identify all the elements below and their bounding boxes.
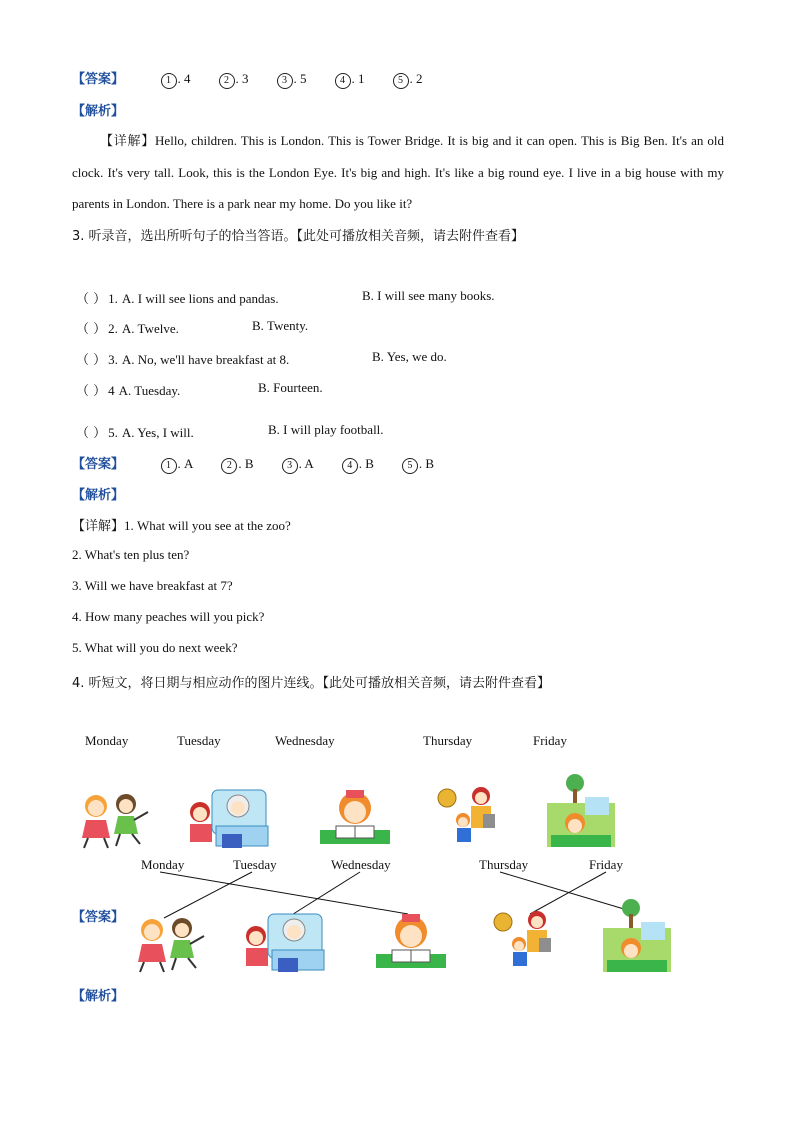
q4-title: 4. 听短文，将日期与相应动作的图片连线。【此处可播放相关音频，请去附件查看】: [72, 676, 551, 691]
analysis-tag: 【解析】: [72, 989, 125, 1004]
circled-number: 2: [221, 458, 237, 474]
answer-blank[interactable]: （ ）: [76, 426, 107, 441]
q4-day-thursday: Thursday: [423, 733, 473, 748]
q3-detail-line-4: 4. How many peaches will you pick?: [72, 609, 265, 624]
answer-tag: 【答案】: [72, 910, 125, 925]
q4-day-tuesday: Tuesday: [177, 733, 221, 748]
detail-tag: 【详解】: [72, 519, 125, 534]
item-number: 3.: [108, 352, 118, 367]
option-b: B. Twenty.: [252, 318, 309, 333]
circled-number: 4: [335, 73, 351, 89]
circled-number: 2: [219, 73, 235, 89]
detail-tag: 【详解】: [100, 134, 156, 149]
q3-detail-line-1: 【详解】1. What will you see at the zoo?: [72, 518, 291, 534]
item-number: 2.: [108, 321, 118, 336]
option-a: A. Yes, I will.: [121, 425, 194, 440]
answer-grandma-bed-picture: [238, 906, 328, 978]
option-b: B. Yes, we do.: [372, 349, 447, 364]
answer-blank[interactable]: （ ）: [76, 353, 107, 368]
answer-value: . A: [298, 456, 314, 471]
item-number: 5.: [108, 425, 118, 440]
q4-day-monday: Monday: [85, 733, 129, 748]
answer-value: . 3: [235, 71, 249, 86]
answer-kids-playing-picture: [130, 912, 208, 974]
analysis-tag: 【解析】: [72, 104, 125, 119]
circled-number: 3: [277, 73, 293, 89]
option-a: A. No, we'll have breakfast at 8.: [121, 352, 290, 367]
answer-park-scene-picture: [601, 898, 673, 974]
analysis-tag: 【解析】: [72, 488, 125, 503]
circled-number: 1: [161, 458, 177, 474]
answer-value: . B: [358, 456, 374, 471]
option-a: A. I will see lions and pandas.: [121, 291, 279, 306]
answer-value: . B: [418, 456, 435, 471]
circled-number: 4: [342, 458, 358, 474]
option-b: B. I will see many books.: [362, 288, 495, 303]
answer-blank[interactable]: （ ）: [76, 292, 107, 307]
circled-number: 3: [282, 458, 298, 474]
q4-day-wednesday: Wednesday: [275, 733, 335, 748]
q3-detail-line-3: 3. Will we have breakfast at 7?: [72, 578, 233, 593]
answer-day-thursday: Thursday: [479, 857, 529, 872]
q3-title: 3. 听录音，选出所听句子的恰当答语。【此处可播放相关音频，请去附件查看】: [72, 229, 525, 244]
answer-day-monday: Monday: [141, 857, 185, 872]
q4-day-friday: Friday: [533, 733, 567, 748]
answer-day-friday: Friday: [589, 857, 623, 872]
answer-tag: 【答案】: [72, 457, 125, 472]
answer-blank[interactable]: （ ）: [76, 384, 107, 399]
q3-detail-line-5: 5. What will you do next week?: [72, 640, 238, 655]
answer-tag: 【答案】: [72, 72, 125, 87]
option-a: A. Twelve.: [121, 321, 179, 336]
answer-blank[interactable]: （ ）: [76, 322, 107, 337]
circled-number: 5: [393, 73, 409, 89]
option-b: B. Fourteen.: [258, 380, 323, 395]
item-number: 4: [108, 383, 115, 398]
circled-number: 1: [161, 73, 177, 89]
answer-value: . B: [238, 456, 254, 471]
answer-day-tuesday: Tuesday: [233, 857, 277, 872]
answer-value: . 5: [293, 71, 307, 86]
answer-girl-basket-picture: [493, 908, 555, 972]
answer-value: . 2: [409, 71, 423, 86]
item-number: 1.: [108, 291, 118, 306]
answer-value: . A: [177, 456, 194, 471]
answer-value: . 4: [177, 71, 191, 86]
answer-girl-reading-picture: [374, 910, 448, 972]
answer-value: . 1: [351, 71, 365, 86]
option-a: A. Tuesday.: [118, 383, 181, 398]
circled-number: 5: [402, 458, 418, 474]
q3-detail-line-2: 2. What's ten plus ten?: [72, 547, 190, 562]
answer-day-wednesday: Wednesday: [331, 857, 391, 872]
detail-text: Hello, children. This is London. This is Tower Bridge. It is big and it can open. This is Big Ben. It's an old clock. It's very tall. Look, this is the London Eye. It's big and high. It's like a big round eye. I live in a big house with my parents in London. There is a park near my home. Do you like it?: [72, 133, 724, 211]
option-b: B. I will play football.: [268, 422, 384, 437]
